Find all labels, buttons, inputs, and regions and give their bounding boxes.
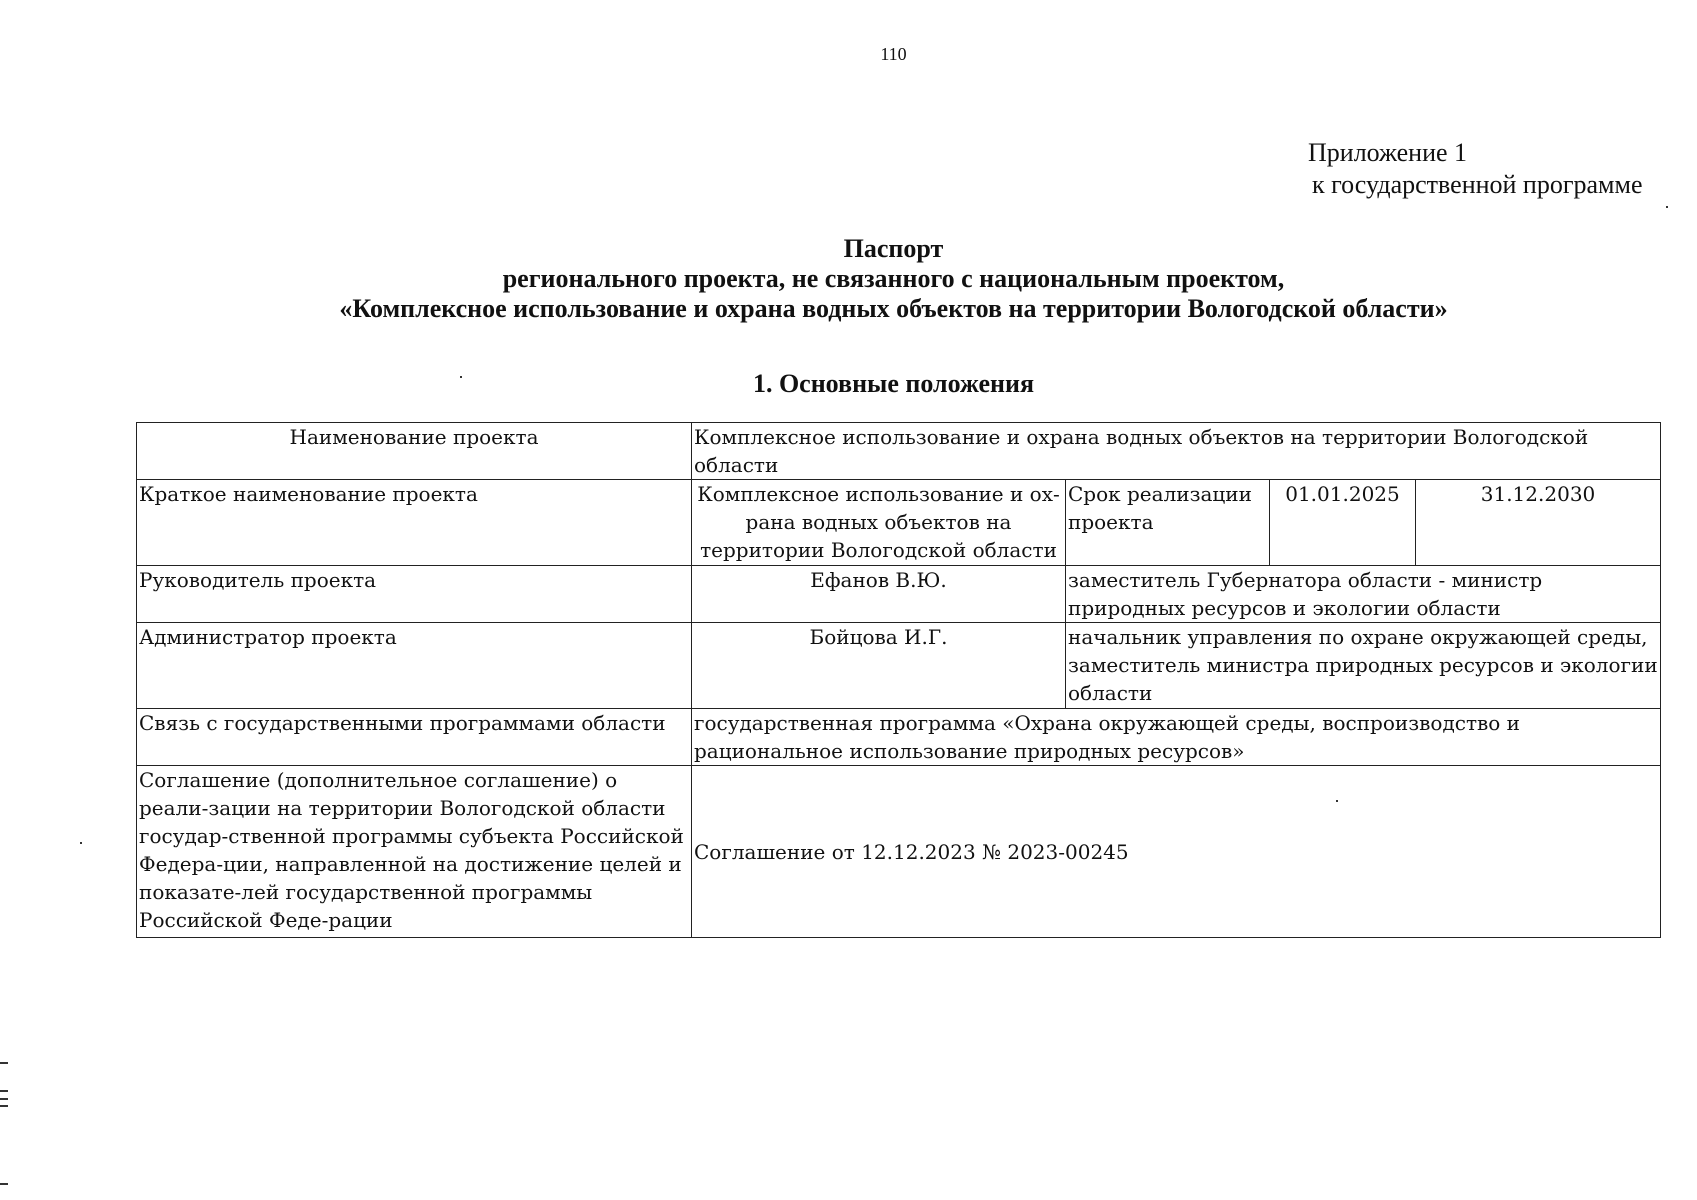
page-number: 110 [880,44,907,64]
project-name-value: Комплексное использование и охрана водных объектов на территории Вологодской области [692,423,1661,480]
short-name-label: Краткое наименование проекта [137,480,692,566]
appendix-line-2: к государственной программе [1312,170,1643,199]
admin-label: Администратор проекта [137,623,692,709]
short-name-value: Комплексное использование и ох-рана водных объектов на территории Вологодской области [692,480,1066,566]
title-line-1: Паспорт [843,234,944,263]
agreement-value: Соглашение от 12.12.2023 № 2023-00245 [692,766,1661,938]
leader-name: Ефанов В.Ю. [692,566,1066,623]
program-link-value: государственная программа «Охрана окружающей среды, воспроизводство и рациональное использование природных ресурсов» [692,709,1661,766]
appendix-note [1308,137,1643,201]
leader-label: Руководитель проекта [137,566,692,623]
title-line-3: «Комплексное использование и охрана водных объектов на территории Вологодской области» [339,294,1448,323]
margin-mark [0,1105,8,1107]
table-row [137,423,1661,480]
table-row [137,566,1661,623]
section-title: 1. Основные положения [752,369,1035,398]
passport-table [136,422,1661,938]
document-title [0,234,1697,324]
period-start: 01.01.2025 [1270,480,1416,566]
table-row [137,766,1661,938]
table-row [137,623,1661,709]
table-row [137,709,1661,766]
admin-name: Бойцова И.Г. [692,623,1066,709]
title-line-2: регионального проекта, не связанного с национальным проектом, [502,264,1285,293]
scan-speck [460,376,462,378]
table-row [137,480,1661,566]
period-label: Срок реализации проекта [1066,480,1270,566]
project-name-label: Наименование проекта [137,423,692,480]
agreement-label: Соглашение (дополнительное соглашение) о реали-зации на территории Вологодской области государ-ственной программы субъекта Российской Федера-ции, направленной на достижение целей и показате-лей государственной программы Российской Феде-рации [137,766,692,938]
program-link-label: Связь с государственными программами области [137,709,692,766]
appendix-line-1: Приложение 1 [1308,138,1468,167]
period-end: 31.12.2030 [1416,480,1661,566]
margin-mark [0,1183,8,1185]
margin-mark [0,1098,8,1100]
leader-position: заместитель Губернатора области - министр природных ресурсов и экологии области [1066,566,1661,623]
scan-speck [1666,206,1668,208]
scan-speck [1336,800,1338,802]
scan-speck [80,842,82,844]
margin-mark [0,1062,8,1064]
admin-position: начальник управления по охране окружающей среды, заместитель министра природных ресурсов и экологии области [1066,623,1661,709]
margin-mark [0,1090,8,1092]
